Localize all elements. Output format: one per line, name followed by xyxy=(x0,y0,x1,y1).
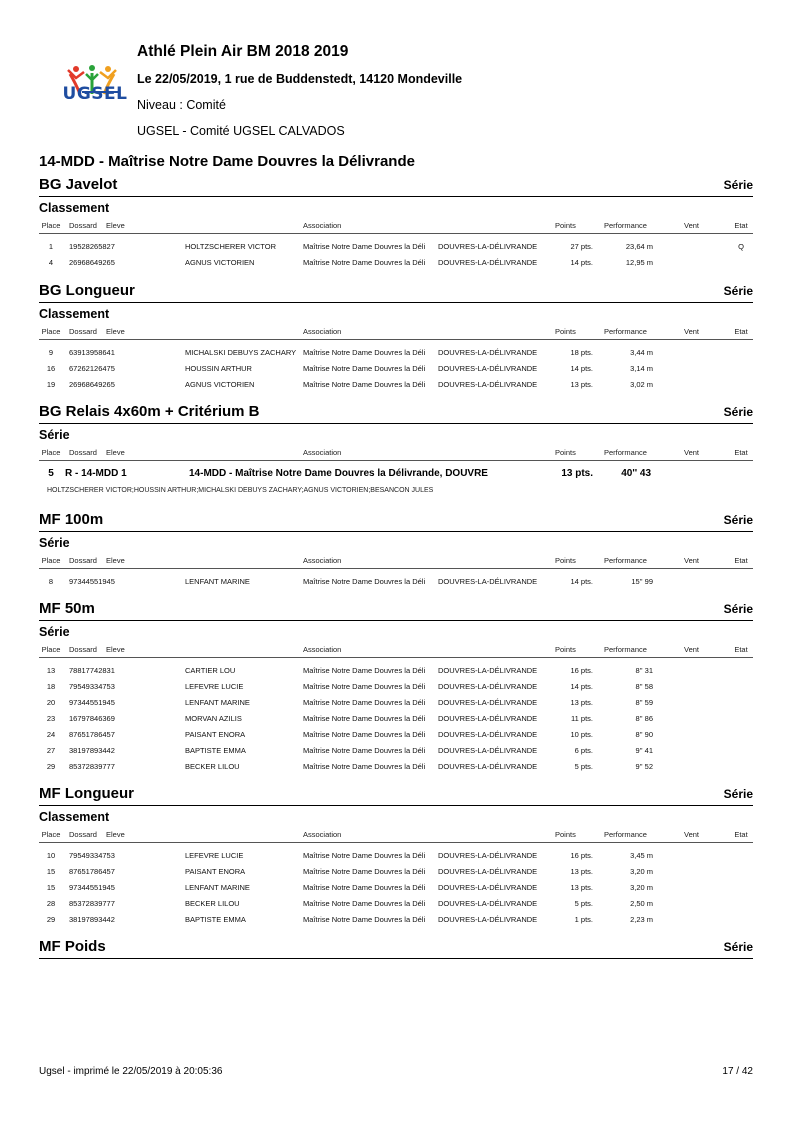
section-title: Classement xyxy=(39,307,110,321)
cell-points: 13 pts. xyxy=(570,867,593,876)
cell-place: 27 xyxy=(46,746,56,755)
cell-athlete: MORVAN AZILIS xyxy=(185,714,242,723)
results-rows xyxy=(39,234,753,270)
meeting-title: Athlé Plein Air BM 2018 2019 xyxy=(137,43,349,60)
cell-dossard: 26968649265 xyxy=(69,380,115,389)
cell-points: 14 pts. xyxy=(570,577,593,586)
cell-place: 1 xyxy=(48,242,54,251)
table-row xyxy=(39,254,753,270)
table-row xyxy=(39,344,753,360)
cell-athlete: LEFEVRE LUCIE xyxy=(185,682,244,691)
event-mf-poids xyxy=(39,936,753,959)
table-row xyxy=(39,360,753,376)
cell-dossard: 38197893442 xyxy=(69,746,115,755)
section-title: Classement xyxy=(39,810,110,824)
cell-place: 9 xyxy=(48,348,54,357)
cell-dossard: 85372839777 xyxy=(69,762,115,771)
cell-city: DOUVRES-LA-DÉLIVRANDE xyxy=(438,682,538,691)
cell-association: Maîtrise Notre Dame Douvres la Déli xyxy=(303,698,426,707)
cell-athlete: CARTIER LOU xyxy=(185,666,236,675)
cell-athlete: LENFANT MARINE xyxy=(185,698,250,707)
cell-city: DOUVRES-LA-DÉLIVRANDE xyxy=(438,666,538,675)
cell-athlete: LENFANT MARINE xyxy=(185,577,250,586)
table-row xyxy=(39,758,753,774)
cell-athlete: HOUSSIN ARTHUR xyxy=(185,364,252,373)
results-rows xyxy=(39,340,753,392)
cell-performance: 3,45 m xyxy=(630,851,653,860)
cell-performance: 3,20 m xyxy=(630,883,653,892)
table-row xyxy=(39,662,753,678)
cell-association: Maîtrise Notre Dame Douvres la Déli xyxy=(303,714,426,723)
cell-dossard: 85372839777 xyxy=(69,899,115,908)
results-rows xyxy=(39,658,753,774)
cell-performance: 3,44 m xyxy=(630,348,653,357)
cell-performance: 9'' 41 xyxy=(635,746,653,755)
school-title: 14-MDD - Maîtrise Notre Dame Douvres la Délivrande xyxy=(39,153,415,170)
cell-association: Maîtrise Notre Dame Douvres la Déli xyxy=(303,242,426,251)
cell-city: DOUVRES-LA-DÉLIVRANDE xyxy=(438,380,538,389)
meeting-level: Niveau : Comité xyxy=(137,98,226,112)
cell-athlete: MICHALSKI DEBUYS ZACHARY xyxy=(185,348,297,357)
cell-association: Maîtrise Notre Dame Douvres la Déli xyxy=(303,666,426,675)
cell-performance: 8'' 90 xyxy=(635,730,653,739)
event-name: MF Poids xyxy=(39,938,106,955)
table-row xyxy=(39,911,753,927)
event-header xyxy=(39,280,753,303)
cell-city: DOUVRES-LA-DÉLIVRANDE xyxy=(438,915,538,924)
cell-performance: 3,20 m xyxy=(630,867,653,876)
cell-place: 20 xyxy=(46,698,56,707)
cell-place: 29 xyxy=(46,915,56,924)
table-row xyxy=(39,726,753,742)
results-rows xyxy=(39,843,753,927)
cell-city: DOUVRES-LA-DÉLIVRANDE xyxy=(438,577,538,586)
cell-place: 15 xyxy=(46,867,56,876)
cell-city: DOUVRES-LA-DÉLIVRANDE xyxy=(438,883,538,892)
cell-athlete: LEFEVRE LUCIE xyxy=(185,851,244,860)
cell-city: DOUVRES-LA-DÉLIVRANDE xyxy=(438,867,538,876)
cell-city: DOUVRES-LA-DÉLIVRANDE xyxy=(438,714,538,723)
relay-members: HOLTZSCHERER VICTOR;HOUSSIN ARTHUR;MICHALSKI DEBUYS ZACHARY;AGNUS VICTORIEN;BESANCON JULES xyxy=(47,487,434,494)
cell-place: 10 xyxy=(46,851,56,860)
cell-points: 16 pts. xyxy=(570,666,593,675)
cell-performance: 2,50 m xyxy=(630,899,653,908)
cell-place: 29 xyxy=(46,762,56,771)
cell-place: 13 xyxy=(46,666,56,675)
column-header: Place Dossard Eleve Association Points Performance Vent Etat xyxy=(39,826,753,843)
cell-association: Maîtrise Notre Dame Douvres la Déli xyxy=(303,746,426,755)
cell-performance: 8'' 31 xyxy=(635,666,653,675)
cell-city: DOUVRES-LA-DÉLIVRANDE xyxy=(438,242,538,251)
cell-performance: 3,02 m xyxy=(630,380,653,389)
cell-place: 28 xyxy=(46,899,56,908)
cell-athlete: AGNUS VICTORIEN xyxy=(185,258,255,267)
event-bg-javelot xyxy=(39,174,753,270)
section-title: Série xyxy=(39,428,70,442)
cell-city: DOUVRES-LA-DÉLIVRANDE xyxy=(438,899,538,908)
cell-association: Maîtrise Notre Dame Douvres la Déli xyxy=(303,258,426,267)
relay-points: 13 pts. xyxy=(561,468,593,479)
event-bg-relais xyxy=(39,401,753,494)
cell-place: 23 xyxy=(46,714,56,723)
cell-place: 4 xyxy=(48,258,54,267)
section-title: Série xyxy=(39,536,70,550)
cell-points: 13 pts. xyxy=(570,380,593,389)
cell-points: 13 pts. xyxy=(570,883,593,892)
meeting-date-location: Le 22/05/2019, 1 rue de Buddenstedt, 14120 Mondeville xyxy=(137,72,463,86)
section-title: Série xyxy=(39,625,70,639)
cell-points: 11 pts. xyxy=(571,714,593,723)
cell-dossard: 67262126475 xyxy=(69,364,115,373)
table-row xyxy=(39,742,753,758)
cell-dossard: 97344551945 xyxy=(69,577,115,586)
cell-performance: 23,64 m xyxy=(625,242,653,251)
event-type: Série xyxy=(723,940,753,954)
cell-place: 16 xyxy=(46,364,56,373)
cell-athlete: LENFANT MARINE xyxy=(185,883,250,892)
cell-performance: 9'' 52 xyxy=(635,762,653,771)
cell-dossard: 19528265827 xyxy=(69,242,115,251)
cell-dossard: 87651786457 xyxy=(69,867,115,876)
event-header xyxy=(39,936,753,959)
cell-points: 16 pts. xyxy=(570,851,593,860)
cell-points: 27 pts. xyxy=(570,242,593,251)
event-bg-longueur xyxy=(39,280,753,392)
ugsel-logo-text: UGSEL xyxy=(62,84,128,104)
event-type: Série xyxy=(723,787,753,801)
table-row xyxy=(39,863,753,879)
event-header xyxy=(39,401,753,424)
column-header: Place Dossard Eleve Association Points Performance Vent Etat xyxy=(39,323,753,340)
cell-place: 18 xyxy=(46,682,56,691)
table-row xyxy=(39,238,753,254)
cell-city: DOUVRES-LA-DÉLIVRANDE xyxy=(438,364,538,373)
cell-performance: 2,23 m xyxy=(630,915,653,924)
cell-dossard: 63913958641 xyxy=(69,348,115,357)
cell-association: Maîtrise Notre Dame Douvres la Déli xyxy=(303,762,426,771)
event-name: BG Longueur xyxy=(39,282,135,299)
cell-association: Maîtrise Notre Dame Douvres la Déli xyxy=(303,915,426,924)
table-row xyxy=(39,879,753,895)
cell-city: DOUVRES-LA-DÉLIVRANDE xyxy=(438,762,538,771)
cell-athlete: BAPTISTE EMMA xyxy=(185,746,246,755)
cell-athlete: HOLTZSCHERER VICTOR xyxy=(185,242,276,251)
cell-dossard: 79549334753 xyxy=(69,682,115,691)
event-type: Série xyxy=(723,602,753,616)
table-row xyxy=(39,847,753,863)
cell-points: 1 pts. xyxy=(574,915,593,924)
footer-print-date: Ugsel - imprimé le 22/05/2019 à 20:05:36 xyxy=(39,1066,223,1077)
cell-points: 14 pts. xyxy=(570,682,593,691)
event-type: Série xyxy=(723,178,753,192)
cell-performance: 8'' 59 xyxy=(635,698,653,707)
cell-points: 5 pts. xyxy=(574,899,593,908)
cell-performance: 15'' 99 xyxy=(631,577,653,586)
cell-city: DOUVRES-LA-DÉLIVRANDE xyxy=(438,348,538,357)
event-type: Série xyxy=(723,513,753,527)
event-header xyxy=(39,509,753,532)
table-row xyxy=(39,710,753,726)
cell-association: Maîtrise Notre Dame Douvres la Déli xyxy=(303,380,426,389)
cell-dossard: 79549334753 xyxy=(69,851,115,860)
event-header xyxy=(39,174,753,197)
cell-place: 8 xyxy=(48,577,54,586)
footer-page-number: 17 / 42 xyxy=(722,1066,753,1077)
cell-association: Maîtrise Notre Dame Douvres la Déli xyxy=(303,899,426,908)
cell-place: 24 xyxy=(46,730,56,739)
cell-points: 13 pts. xyxy=(570,698,593,707)
cell-points: 14 pts. xyxy=(570,258,593,267)
event-name: MF 50m xyxy=(39,600,95,617)
table-row xyxy=(39,678,753,694)
relay-performance: 40'' 43 xyxy=(621,468,651,479)
event-header xyxy=(39,598,753,621)
event-name: BG Javelot xyxy=(39,176,118,193)
cell-points: 14 pts. xyxy=(570,364,593,373)
cell-points: 18 pts. xyxy=(570,348,593,357)
cell-association: Maîtrise Notre Dame Douvres la Déli xyxy=(303,577,426,586)
cell-city: DOUVRES-LA-DÉLIVRANDE xyxy=(438,851,538,860)
cell-athlete: BAPTISTE EMMA xyxy=(185,915,246,924)
cell-points: 5 pts. xyxy=(574,762,593,771)
event-mf-100m xyxy=(39,509,753,589)
table-row xyxy=(39,376,753,392)
table-row xyxy=(39,694,753,710)
cell-points: 6 pts. xyxy=(574,746,593,755)
meeting-comite: UGSEL - Comité UGSEL CALVADOS xyxy=(137,124,345,138)
relay-association: 14-MDD - Maîtrise Notre Dame Douvres la Délivrande, DOUVRE xyxy=(189,468,488,479)
event-name: MF Longueur xyxy=(39,785,134,802)
cell-city: DOUVRES-LA-DÉLIVRANDE xyxy=(438,730,538,739)
cell-city: DOUVRES-LA-DÉLIVRANDE xyxy=(438,258,538,267)
event-name: MF 100m xyxy=(39,511,104,528)
results-rows xyxy=(39,569,753,589)
relay-team: R - 14-MDD 1 xyxy=(65,468,127,479)
cell-dossard: 26968649265 xyxy=(69,258,115,267)
table-row xyxy=(39,573,753,589)
cell-association: Maîtrise Notre Dame Douvres la Déli xyxy=(303,348,426,357)
cell-performance: 3,14 m xyxy=(630,364,653,373)
event-mf-longueur xyxy=(39,783,753,927)
cell-association: Maîtrise Notre Dame Douvres la Déli xyxy=(303,364,426,373)
column-header: Place Dossard Eleve Association Points Performance Vent Etat xyxy=(39,217,753,234)
cell-city: DOUVRES-LA-DÉLIVRANDE xyxy=(438,746,538,755)
cell-association: Maîtrise Notre Dame Douvres la Déli xyxy=(303,851,426,860)
cell-athlete: BECKER LILOU xyxy=(185,899,240,908)
table-row xyxy=(39,895,753,911)
cell-dossard: 16797846369 xyxy=(69,714,115,723)
section-title: Classement xyxy=(39,201,110,215)
cell-performance: 8'' 86 xyxy=(635,714,653,723)
relay-place: 5 xyxy=(48,468,54,479)
cell-association: Maîtrise Notre Dame Douvres la Déli xyxy=(303,730,426,739)
event-name: BG Relais 4x60m + Critérium B xyxy=(39,403,260,420)
event-type: Série xyxy=(723,284,753,298)
cell-athlete: PAISANT ENORA xyxy=(185,867,246,876)
cell-performance: 8'' 58 xyxy=(635,682,653,691)
relay-result-row xyxy=(39,461,753,494)
cell-dossard: 97344551945 xyxy=(69,883,115,892)
cell-dossard: 97344551945 xyxy=(69,698,115,707)
cell-association: Maîtrise Notre Dame Douvres la Déli xyxy=(303,682,426,691)
cell-dossard: 38197893442 xyxy=(69,915,115,924)
cell-place: 15 xyxy=(46,883,56,892)
cell-association: Maîtrise Notre Dame Douvres la Déli xyxy=(303,867,426,876)
column-header: Place Dossard Eleve Association Points Performance Vent Etat xyxy=(39,444,753,461)
column-header: Place Dossard Eleve Association Points Performance Vent Etat xyxy=(39,641,753,658)
cell-athlete: BECKER LILOU xyxy=(185,762,240,771)
cell-performance: 12,95 m xyxy=(625,258,653,267)
event-mf-50m xyxy=(39,598,753,774)
event-header xyxy=(39,783,753,806)
cell-status: Q xyxy=(738,242,744,251)
event-type: Série xyxy=(723,405,753,419)
column-header: Place Dossard Eleve Association Points Performance Vent Etat xyxy=(39,552,753,569)
cell-athlete: AGNUS VICTORIEN xyxy=(185,380,255,389)
cell-dossard: 87651786457 xyxy=(69,730,115,739)
cell-dossard: 78817742831 xyxy=(69,666,115,675)
cell-association: Maîtrise Notre Dame Douvres la Déli xyxy=(303,883,426,892)
cell-place: 19 xyxy=(46,380,56,389)
cell-athlete: PAISANT ENORA xyxy=(185,730,246,739)
cell-city: DOUVRES-LA-DÉLIVRANDE xyxy=(438,698,538,707)
cell-points: 10 pts. xyxy=(570,730,593,739)
